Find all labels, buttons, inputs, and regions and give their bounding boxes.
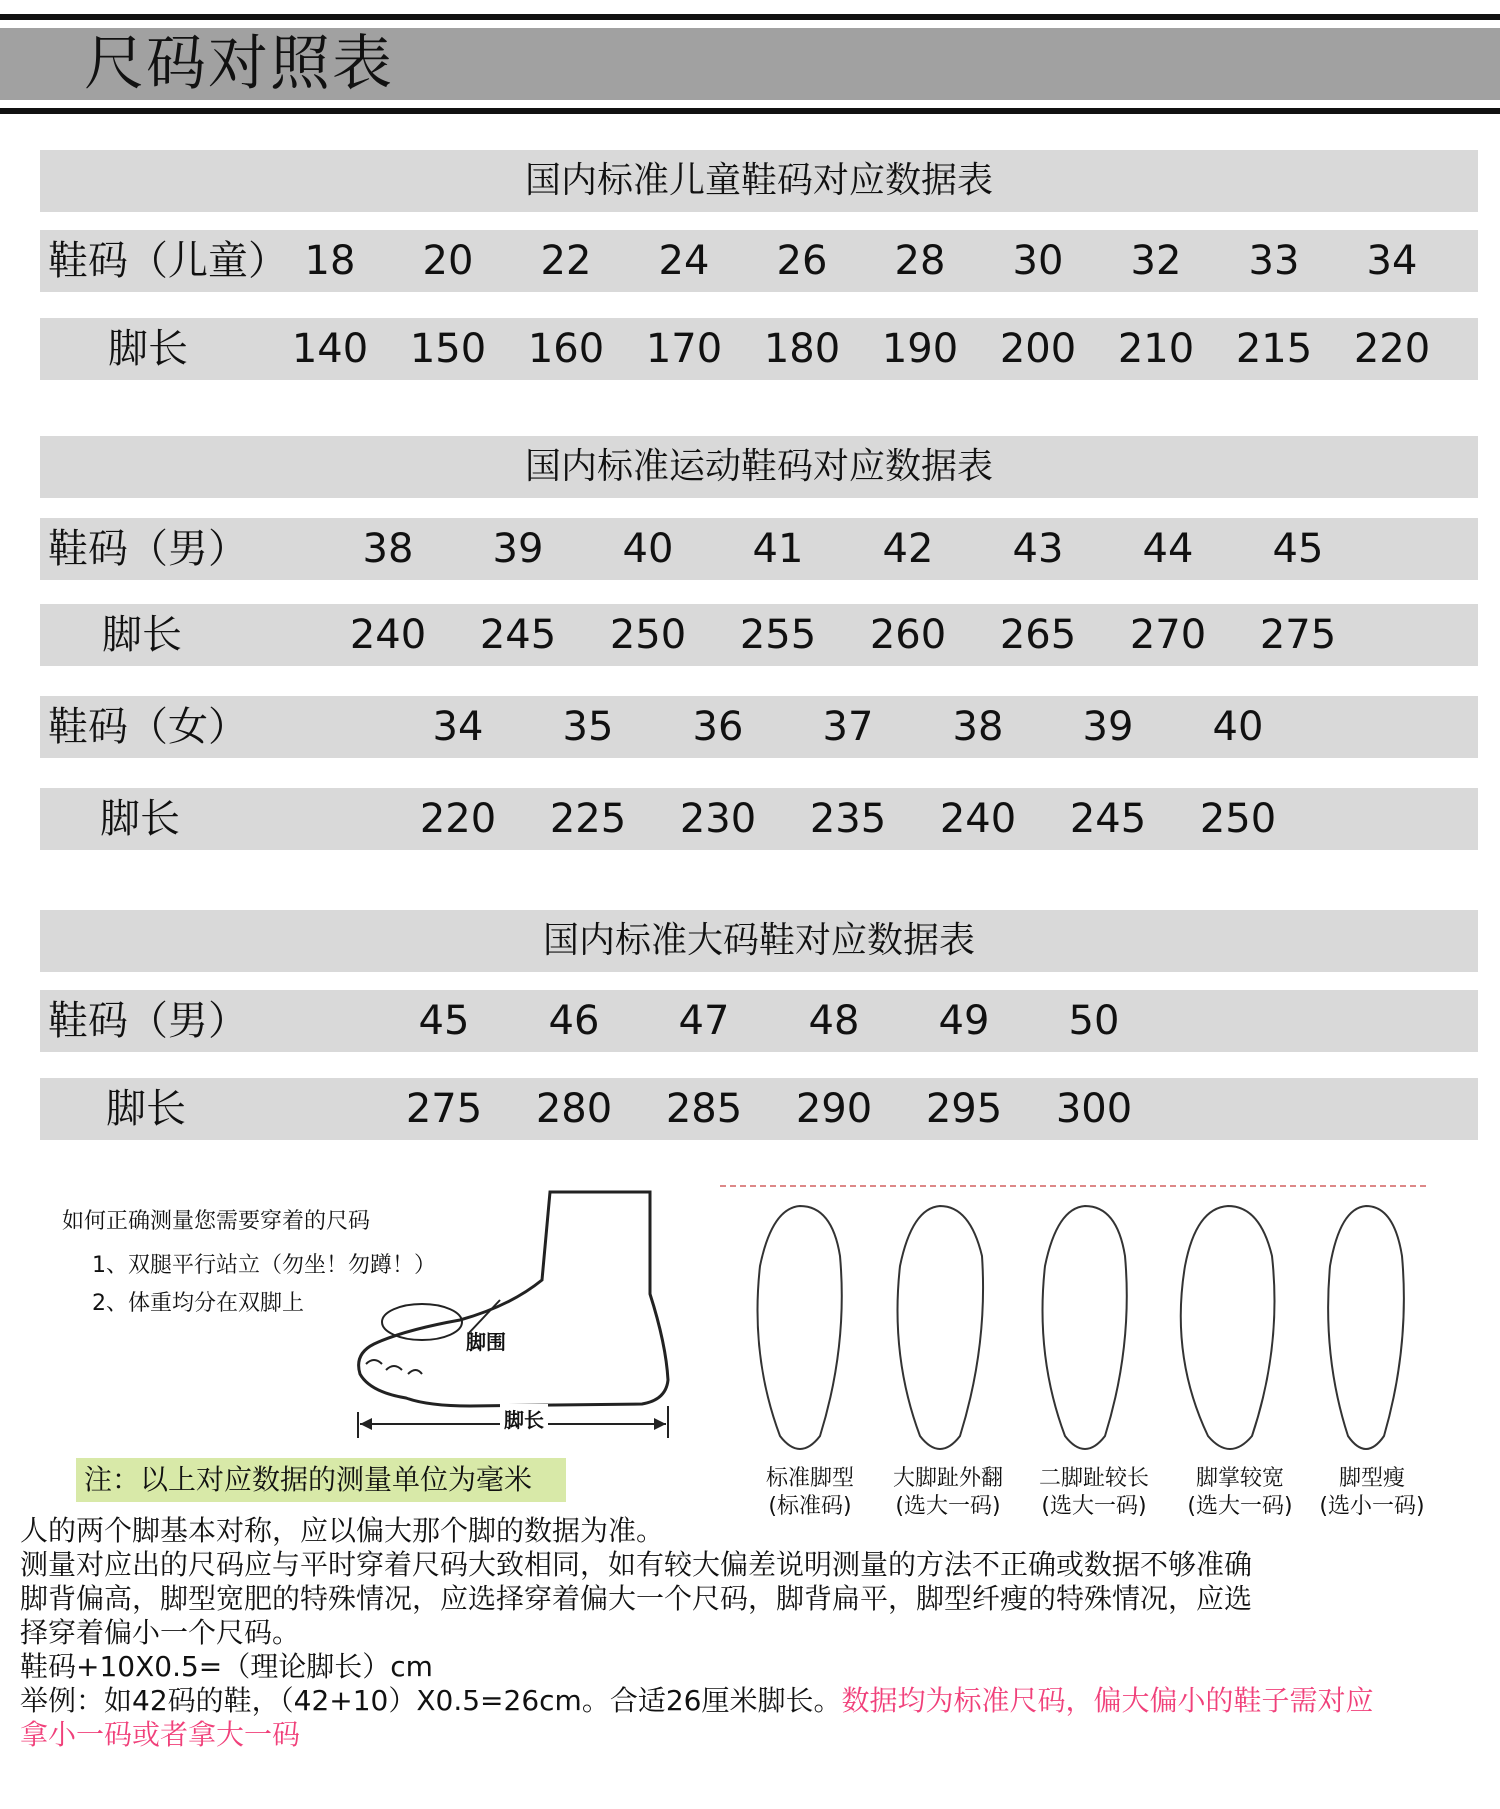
example-line [20, 1684, 1373, 1718]
kids-length-label: 脚长 [108, 326, 188, 372]
women-length-cell: 225 [549, 796, 627, 842]
big-size-cell: 50 [1068, 998, 1120, 1044]
women-length-cell: 220 [419, 796, 497, 842]
instruction-line-4: 择穿着偏小一个尺码。 [20, 1616, 301, 1649]
foot-type-name: 大脚趾外翻 [892, 1466, 1003, 1491]
women-length-cell: 230 [679, 796, 757, 842]
women-length-cell: 235 [809, 796, 887, 842]
women-length-cell: 245 [1069, 796, 1147, 842]
kids-size-label: 鞋码（儿童） [48, 238, 288, 284]
kids-size-cell: 28 [894, 238, 946, 284]
men-size-label: 鞋码（男） [48, 526, 248, 572]
big-length-cell: 280 [535, 1086, 613, 1132]
big-size-cell: 49 [938, 998, 990, 1044]
men-size-cell: 45 [1272, 526, 1324, 572]
instruction-line-7: 拿小一码或者拿大一码 [20, 1718, 301, 1751]
women-length-label: 脚长 [100, 796, 180, 842]
men-size-cell: 40 [622, 526, 674, 572]
women-size-cell: 40 [1212, 704, 1264, 750]
header-bottom-rule [0, 108, 1500, 114]
big-length-cell: 290 [795, 1086, 873, 1132]
foot-type-hint: (选大一码) [1187, 1494, 1293, 1519]
kids-size-cell: 33 [1248, 238, 1300, 284]
women-size-cell: 39 [1082, 704, 1134, 750]
kids-length-cell: 210 [1117, 326, 1195, 372]
big-table-title: 国内标准大码鞋对应数据表 [40, 910, 1478, 972]
big-length-cell: 295 [925, 1086, 1003, 1132]
men-length-cell: 255 [739, 612, 817, 658]
big-size-cell: 47 [678, 998, 730, 1044]
kids-length-cell: 150 [409, 326, 487, 372]
men-size-cell: 43 [1012, 526, 1064, 572]
big-size-row [40, 990, 1478, 1052]
kids-size-cell: 20 [422, 238, 474, 284]
sport-table-title: 国内标准运动鞋码对应数据表 [40, 436, 1478, 498]
kids-size-cell: 34 [1366, 238, 1418, 284]
men-length-cell: 275 [1259, 612, 1337, 658]
kids-length-cell: 215 [1235, 326, 1313, 372]
women-size-label: 鞋码（女） [48, 704, 248, 750]
foot-type-hint: (选大一码) [895, 1494, 1001, 1519]
men-length-cell: 240 [349, 612, 427, 658]
women-length-cell: 250 [1199, 796, 1277, 842]
big-length-row [40, 1078, 1478, 1140]
big-size-cell: 45 [418, 998, 470, 1044]
men-length-label: 脚长 [102, 612, 182, 658]
big-length-cell: 300 [1055, 1086, 1133, 1132]
big-size-cell: 46 [548, 998, 600, 1044]
instruction-line-2: 测量对应出的尺码应与平时穿着尺码大致相同，如有较大偏差说明测量的方法不正确或数据不够准确 [20, 1548, 1253, 1581]
foot-type-name: 标准脚型 [765, 1466, 854, 1491]
big-length-cell: 285 [665, 1086, 743, 1132]
foot-types-illustration [720, 1176, 1430, 1466]
foot-type-name: 脚掌较宽 [1195, 1466, 1284, 1491]
measure-heading: 如何正确测量您需要穿着的尺码 [62, 1209, 371, 1234]
page-title: 尺码对照表 [84, 29, 394, 99]
men-length-row [40, 604, 1478, 666]
header-top-rule [0, 14, 1500, 20]
men-size-cell: 44 [1142, 526, 1194, 572]
side-foot-illustration [350, 1184, 680, 1440]
women-length-cell: 240 [939, 796, 1017, 842]
unit-note: 注：以上对应数据的测量单位为毫米 [84, 1463, 533, 1496]
men-length-cell: 265 [999, 612, 1077, 658]
kids-size-cell: 30 [1012, 238, 1064, 284]
men-size-cell: 41 [752, 526, 804, 572]
women-size-cell: 38 [952, 704, 1004, 750]
kids-size-cell: 26 [776, 238, 828, 284]
measure-step-1: 1、双腿平行站立（勿坐！勿蹲！） [92, 1253, 436, 1278]
instruction-line-1: 人的两个脚基本对称，应以偏大那个脚的数据为准。 [20, 1514, 665, 1547]
foot-type-name: 二脚趾较长 [1038, 1466, 1149, 1491]
big-length-label: 脚长 [106, 1086, 186, 1132]
foot-type-name: 脚型瘦 [1338, 1466, 1405, 1491]
foot-girth-label: 脚围 [466, 1330, 506, 1354]
women-size-cell: 34 [432, 704, 484, 750]
foot-type-hint: (选小一码) [1319, 1494, 1425, 1519]
kids-size-cell: 32 [1130, 238, 1182, 284]
women-size-cell: 35 [562, 704, 614, 750]
kids-table-title: 国内标准儿童鞋码对应数据表 [40, 150, 1478, 212]
foot-type-hint: (选大一码) [1041, 1494, 1147, 1519]
big-size-cell: 48 [808, 998, 860, 1044]
kids-length-cell: 160 [527, 326, 605, 372]
big-length-cell: 275 [405, 1086, 483, 1132]
kids-length-cell: 220 [1353, 326, 1431, 372]
kids-length-cell: 170 [645, 326, 723, 372]
big-size-label: 鞋码（男） [48, 998, 248, 1044]
women-length-row [40, 788, 1478, 850]
formula-line: 鞋码+10X0.5=（理论脚长）cm [20, 1650, 433, 1683]
men-length-cell: 260 [869, 612, 947, 658]
men-length-cell: 250 [609, 612, 687, 658]
example-warning: 数据均为标准尺码，偏大偏小的鞋子需对应 [841, 1684, 1374, 1717]
instruction-line-3: 脚背偏高，脚型宽肥的特殊情况，应选择穿着偏大一个尺码，脚背扁平，脚型纤瘦的特殊情况，应选 [20, 1582, 1253, 1615]
men-size-row [40, 518, 1478, 580]
kids-length-cell: 190 [881, 326, 959, 372]
foot-length-label: 脚长 [500, 1404, 548, 1433]
measure-step-2: 2、体重均分在双脚上 [92, 1291, 304, 1316]
foot-type-hint: (标准码) [768, 1494, 852, 1519]
kids-length-cell: 200 [999, 326, 1077, 372]
women-size-cell: 37 [822, 704, 874, 750]
kids-length-cell: 140 [291, 326, 369, 372]
men-size-cell: 39 [492, 526, 544, 572]
kids-size-row [40, 230, 1478, 292]
kids-size-cell: 22 [540, 238, 592, 284]
women-size-row [40, 696, 1478, 758]
kids-size-cell: 18 [304, 238, 356, 284]
men-size-cell: 38 [362, 526, 414, 572]
women-size-cell: 36 [692, 704, 744, 750]
men-size-cell: 42 [882, 526, 934, 572]
kids-length-cell: 180 [763, 326, 841, 372]
kids-size-cell: 24 [658, 238, 710, 284]
men-length-cell: 245 [479, 612, 557, 658]
example-text: 举例：如42码的鞋，（42+10）X0.5=26cm。合适26厘米脚长。 [20, 1684, 842, 1717]
kids-length-row [40, 318, 1478, 380]
men-length-cell: 270 [1129, 612, 1207, 658]
